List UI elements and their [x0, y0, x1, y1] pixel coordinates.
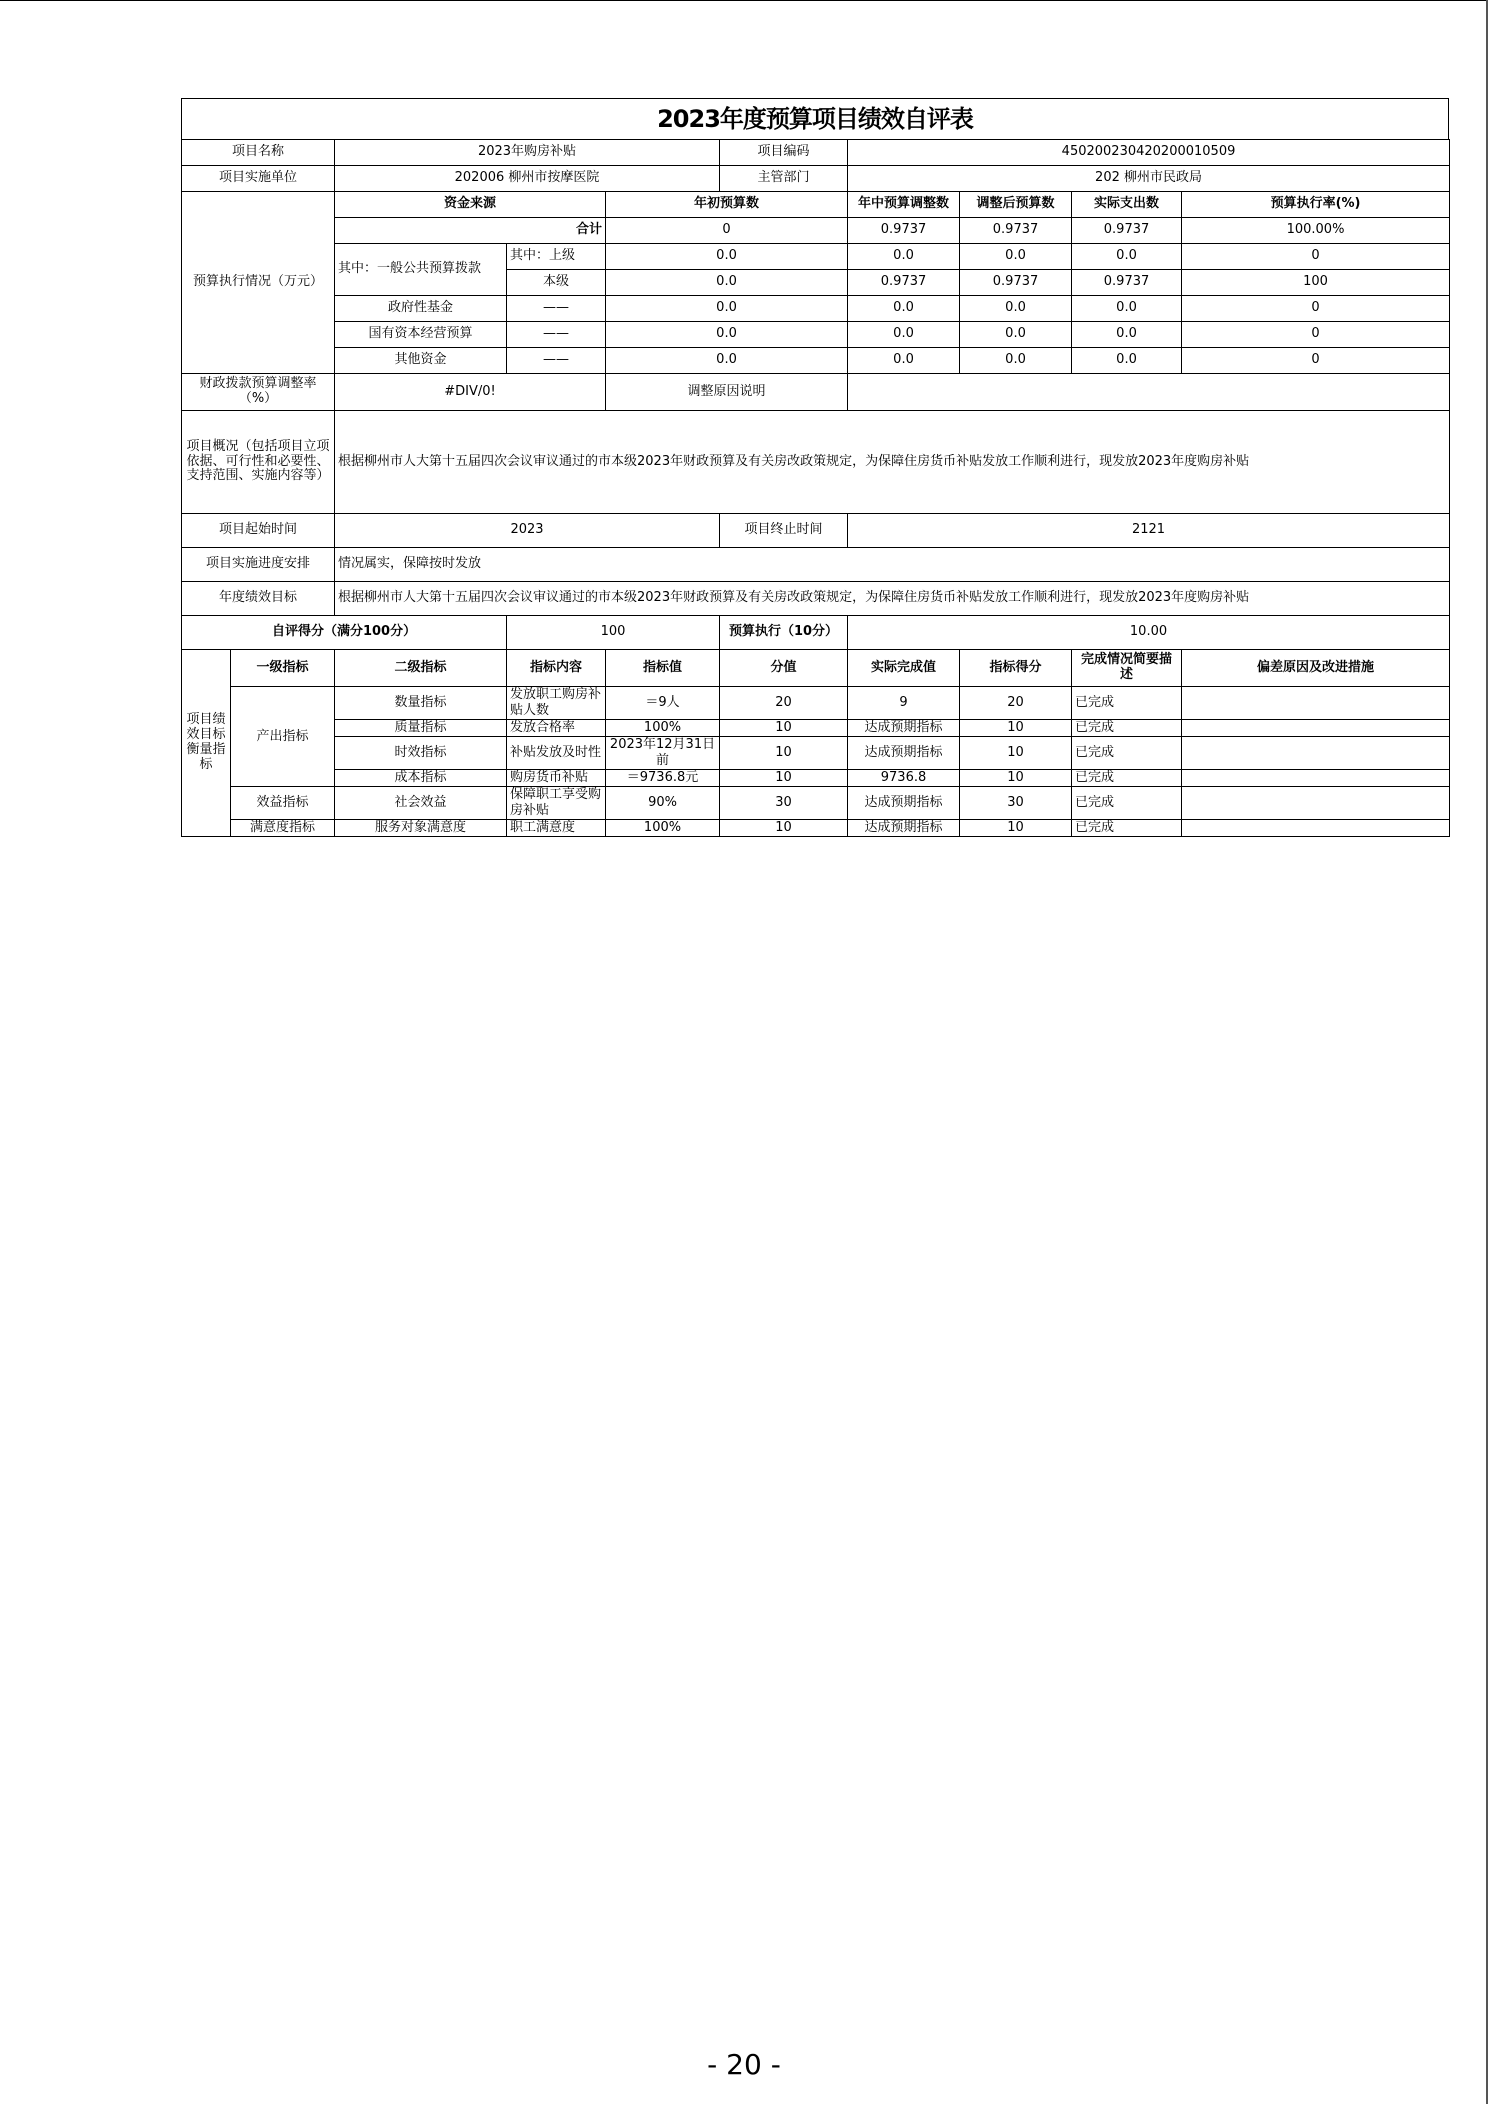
- target-cell: 100%: [606, 820, 720, 837]
- deviation-cell: [1182, 787, 1450, 820]
- level2-cell: 服务对象满意度: [335, 820, 507, 837]
- status-cell: 已完成: [1072, 770, 1182, 787]
- gov-fund-label: 政府性基金: [335, 296, 507, 322]
- indicator-row: [182, 787, 1450, 820]
- budget-cell: 0.0: [1072, 244, 1182, 270]
- indicator-row: [182, 770, 1450, 787]
- score-cell: 30: [960, 787, 1072, 820]
- points-cell: 10: [720, 737, 848, 770]
- content-cell: 发放合格率: [507, 720, 606, 737]
- level2-cell: 成本指标: [335, 770, 507, 787]
- indicator-header: 指标内容: [507, 650, 606, 687]
- dash-cell: ——: [507, 322, 606, 348]
- actual-cell: 达成预期指标: [848, 787, 960, 820]
- upper-label: 其中：上级: [507, 244, 606, 270]
- general-budget-label: 其中：一般公共预算拨款: [335, 244, 507, 296]
- dept-label: 主管部门: [720, 166, 848, 192]
- budget-cell: 0.9737: [960, 270, 1072, 296]
- deviation-cell: [1182, 820, 1450, 837]
- exec-score-label: 预算执行（10分）: [720, 616, 848, 650]
- overview-label: 项目概况（包括项目立项依据、可行性和必要性、支持范围、实施内容等）: [182, 411, 335, 514]
- deviation-cell: [1182, 770, 1450, 787]
- score-cell: 20: [960, 687, 1072, 720]
- total-label: 合计: [335, 218, 606, 244]
- budget-cell: 0.9737: [1072, 270, 1182, 296]
- level1-cell: 满意度指标: [231, 820, 335, 837]
- actual-cell: 达成预期指标: [848, 820, 960, 837]
- actual-cell: 9: [848, 687, 960, 720]
- output-indicator-label: 产出指标: [231, 687, 335, 787]
- budget-header: 调整后预算数: [960, 192, 1072, 218]
- indicator-header-row: [182, 650, 1450, 687]
- points-cell: 30: [720, 787, 848, 820]
- budget-cell: 0.0: [960, 322, 1072, 348]
- budget-other-row: [182, 348, 1450, 374]
- goal-label: 年度绩效目标: [182, 582, 335, 616]
- budget-cell: 0.0: [848, 348, 960, 374]
- deviation-cell: [1182, 737, 1450, 770]
- budget-cell: 100: [1182, 270, 1450, 296]
- budget-header: 预算执行率(%): [1182, 192, 1450, 218]
- points-cell: 10: [720, 720, 848, 737]
- exec-score-value: 10.00: [848, 616, 1450, 650]
- target-cell: ＝9人: [606, 687, 720, 720]
- indicator-header: 二级指标: [335, 650, 507, 687]
- target-cell: ＝9736.8元: [606, 770, 720, 787]
- budget-cell: 0.0: [848, 296, 960, 322]
- budget-cell: 0.0: [606, 270, 848, 296]
- budget-cell: 0.9737: [848, 218, 960, 244]
- indicator-header: 偏差原因及改进措施: [1182, 650, 1450, 687]
- goal-text: 根据柳州市人大第十五届四次会议审议通过的市本级2023年财政预算及有关房改政策规定，为保障住房货币补贴发放工作顺利进行，现发放2023年度购房补贴: [335, 582, 1450, 616]
- adjust-row: [182, 374, 1450, 411]
- score-cell: 10: [960, 770, 1072, 787]
- budget-cell: 0.0: [606, 296, 848, 322]
- budget-section-label: 预算执行情况（万元）: [182, 192, 335, 374]
- level1-cell: 效益指标: [231, 787, 335, 820]
- target-cell: 2023年12月31日前: [606, 737, 720, 770]
- status-cell: 已完成: [1072, 720, 1182, 737]
- progress-row: [182, 548, 1450, 582]
- budget-cell: 0: [1182, 322, 1450, 348]
- budget-cell: 0.9737: [960, 218, 1072, 244]
- budget-cell: 0.0: [848, 322, 960, 348]
- progress-text: 情况属实，保障按时发放: [335, 548, 1450, 582]
- start-time-value: 2023: [335, 514, 720, 548]
- indicator-header: 一级指标: [231, 650, 335, 687]
- info-row-2: [182, 166, 1450, 192]
- page-title: 2023年度预算项目绩效自评表: [181, 98, 1449, 139]
- budget-cell: 0.0: [606, 348, 848, 374]
- budget-cell: 0.0: [1072, 322, 1182, 348]
- budget-cell: 0.0: [606, 322, 848, 348]
- indicator-header: 实际完成值: [848, 650, 960, 687]
- budget-cell: 0.9737: [1072, 218, 1182, 244]
- budget-cell: 0.0: [1072, 296, 1182, 322]
- score-cell: 10: [960, 737, 1072, 770]
- budget-header: 资金来源: [335, 192, 606, 218]
- budget-gov-fund-row: [182, 296, 1450, 322]
- indicator-section-label: 项目绩效目标衡量指标: [182, 650, 231, 837]
- project-code-label: 项目编码: [720, 140, 848, 166]
- budget-state-capital-row: [182, 322, 1450, 348]
- budget-cell: 0.0: [960, 296, 1072, 322]
- budget-cell: 0.9737: [848, 270, 960, 296]
- budget-cell: 0: [1182, 296, 1450, 322]
- adjust-reason-label: 调整原因说明: [606, 374, 848, 411]
- score-row: [182, 616, 1450, 650]
- status-cell: 已完成: [1072, 687, 1182, 720]
- budget-header: 实际支出数: [1072, 192, 1182, 218]
- budget-cell: 0: [606, 218, 848, 244]
- points-cell: 10: [720, 770, 848, 787]
- budget-cell: 0.0: [606, 244, 848, 270]
- points-cell: 20: [720, 687, 848, 720]
- status-cell: 已完成: [1072, 820, 1182, 837]
- score-cell: 10: [960, 720, 1072, 737]
- indicator-row: [182, 820, 1450, 837]
- actual-cell: 达成预期指标: [848, 737, 960, 770]
- indicator-header: 指标值: [606, 650, 720, 687]
- target-cell: 100%: [606, 720, 720, 737]
- unit-value: 202006 柳州市按摩医院: [335, 166, 720, 192]
- state-capital-label: 国有资本经营预算: [335, 322, 507, 348]
- score-cell: 10: [960, 820, 1072, 837]
- adjust-rate-value: #DIV/0!: [335, 374, 606, 411]
- actual-cell: 达成预期指标: [848, 720, 960, 737]
- overview-row: [182, 411, 1450, 514]
- budget-upper-row: [182, 244, 1450, 270]
- indicator-row: [182, 687, 1450, 720]
- level2-cell: 质量指标: [335, 720, 507, 737]
- overview-text: 根据柳州市人大第十五届四次会议审议通过的市本级2023年财政预算及有关房改政策规定，为保障住房货币补贴发放工作顺利进行，现发放2023年度购房补贴: [335, 411, 1450, 514]
- deviation-cell: [1182, 687, 1450, 720]
- budget-cell: 0.0: [960, 348, 1072, 374]
- budget-header-row: [182, 192, 1450, 218]
- self-score-label: 自评得分（满分100分）: [182, 616, 507, 650]
- self-score-value: 100: [507, 616, 720, 650]
- end-time-label: 项目终止时间: [720, 514, 848, 548]
- actual-cell: 9736.8: [848, 770, 960, 787]
- indicator-header: 指标得分: [960, 650, 1072, 687]
- indicator-row: [182, 737, 1450, 770]
- project-name-value: 2023年购房补贴: [335, 140, 720, 166]
- level2-cell: 社会效益: [335, 787, 507, 820]
- points-cell: 10: [720, 820, 848, 837]
- performance-table: [181, 98, 1449, 837]
- status-cell: 已完成: [1072, 737, 1182, 770]
- project-code-value: 450200230420200010509: [848, 140, 1450, 166]
- budget-cell: 0: [1182, 348, 1450, 374]
- level2-cell: 时效指标: [335, 737, 507, 770]
- dash-cell: ——: [507, 348, 606, 374]
- page-number: - 20 -: [707, 2048, 781, 2081]
- evaluation-grid: [181, 139, 1450, 837]
- target-cell: 90%: [606, 787, 720, 820]
- adjust-rate-label: 财政拨款预算调整率（%）: [182, 374, 335, 411]
- local-label: 本级: [507, 270, 606, 296]
- adjust-reason-value: [848, 374, 1450, 411]
- budget-cell: 0.0: [960, 244, 1072, 270]
- content-cell: 职工满意度: [507, 820, 606, 837]
- indicator-header: 完成情况简要描述: [1072, 650, 1182, 687]
- budget-cell: 0.0: [848, 244, 960, 270]
- budget-cell: 100.00%: [1182, 218, 1450, 244]
- deviation-cell: [1182, 720, 1450, 737]
- budget-cell: 0: [1182, 244, 1450, 270]
- content-cell: 保障职工享受购房补贴: [507, 787, 606, 820]
- timing-row: [182, 514, 1450, 548]
- budget-header: 年初预算数: [606, 192, 848, 218]
- progress-label: 项目实施进度安排: [182, 548, 335, 582]
- content-cell: 购房货币补贴: [507, 770, 606, 787]
- indicator-row: [182, 720, 1450, 737]
- status-cell: 已完成: [1072, 787, 1182, 820]
- project-name-label: 项目名称: [182, 140, 335, 166]
- level2-cell: 数量指标: [335, 687, 507, 720]
- budget-header: 年中预算调整数: [848, 192, 960, 218]
- info-row-1: [182, 140, 1450, 166]
- content-cell: 发放职工购房补贴人数: [507, 687, 606, 720]
- content-cell: 补贴发放及时性: [507, 737, 606, 770]
- dept-value: 202 柳州市民政局: [848, 166, 1450, 192]
- end-time-value: 2121: [848, 514, 1450, 548]
- budget-total-row: [182, 218, 1450, 244]
- top-border: [0, 0, 1488, 1]
- indicator-header: 分值: [720, 650, 848, 687]
- other-fund-label: 其他资金: [335, 348, 507, 374]
- budget-cell: 0.0: [1072, 348, 1182, 374]
- goal-row: [182, 582, 1450, 616]
- unit-label: 项目实施单位: [182, 166, 335, 192]
- dash-cell: ——: [507, 296, 606, 322]
- start-time-label: 项目起始时间: [182, 514, 335, 548]
